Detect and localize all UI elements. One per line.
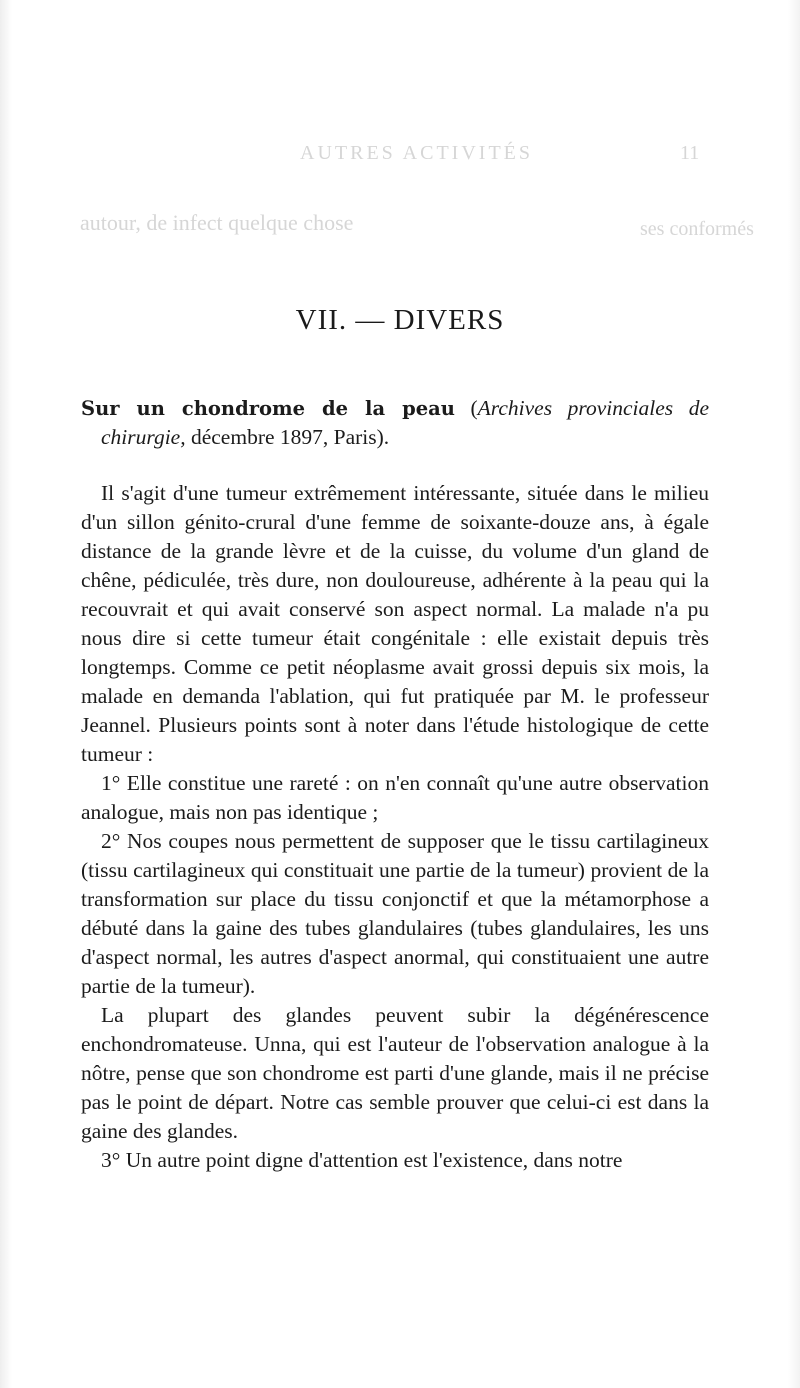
reference-open-paren: ( bbox=[454, 396, 478, 420]
chapter-title: VII. — DIVERS bbox=[295, 304, 505, 336]
bleed-through-text: ses conformés bbox=[640, 218, 754, 240]
reference-journal: Archives provinciales de chirurgie, bbox=[101, 396, 709, 449]
reference-title: Sur un chondrome de la peau bbox=[81, 397, 455, 420]
body-text bbox=[81, 394, 709, 1175]
paragraph-point-2: 2° Nos coupes nous permettent de supposer que le tissu cartilagineux (tissu cartilagineux qui constituait une partie de la tumeur) provient de la transformation sur place du tissu conjonctif et que la métamorphose a débuté dans la gaine des tubes glandulaires (tubes glandulaires, les uns d'aspect normal, les autres d'aspect anormal, qui constituaient une autre partie de la tumeur). bbox=[81, 829, 709, 998]
paragraph-intro: Il s'agit d'une tumeur extrêmement intéressante, située dans le milieu d'un sillon génito-crural d'une femme de soixante-douze ans, à égale distance de la grande lèvre et de la cuisse, du volume d'un gland de chêne, pédiculée, très dure, non douloureuse, adhérente à la peau qui la recouvrait et qui avait conservé son aspect normal. La malade n'a pu nous dire si cette tumeur était congénitale : elle existait depuis très longtemps. Comme ce petit néoplasme avait grossi depuis six mois, la malade en demanda l'ablation, qui fut pratiquée par M. le professeur Jeannel. Plusieurs points sont à noter dans l'étude histologique de cette tumeur : bbox=[81, 481, 709, 766]
paragraph-point-3: 3° Un autre point digne d'attention est l'existence, dans notre bbox=[101, 1148, 623, 1172]
paragraph-glands: La plupart des glandes peuvent subir la dégénérescence enchondromateuse. Unna, qui est l'auteur de l'observation analogue à la nôtre, pense que son chondrome est parti d'une glande, mais il ne précise pas le point de départ. Notre cas semble prouver que celui-ci est dans la gaine des glandes. bbox=[81, 1003, 709, 1143]
reference-details: décembre 1897, Paris). bbox=[185, 425, 390, 449]
paragraph-point-1: 1° Elle constitue une rareté : on n'en connaît qu'une autre observation analogue, mais non pas identique ; bbox=[81, 771, 709, 824]
bleed-through-text: autour, de infect quelque chose bbox=[80, 210, 354, 235]
bleed-through-text: AUTRES ACTIVITÉS bbox=[300, 142, 533, 164]
bleed-through-text: 11 bbox=[680, 142, 700, 164]
bibliographic-reference bbox=[81, 394, 709, 452]
